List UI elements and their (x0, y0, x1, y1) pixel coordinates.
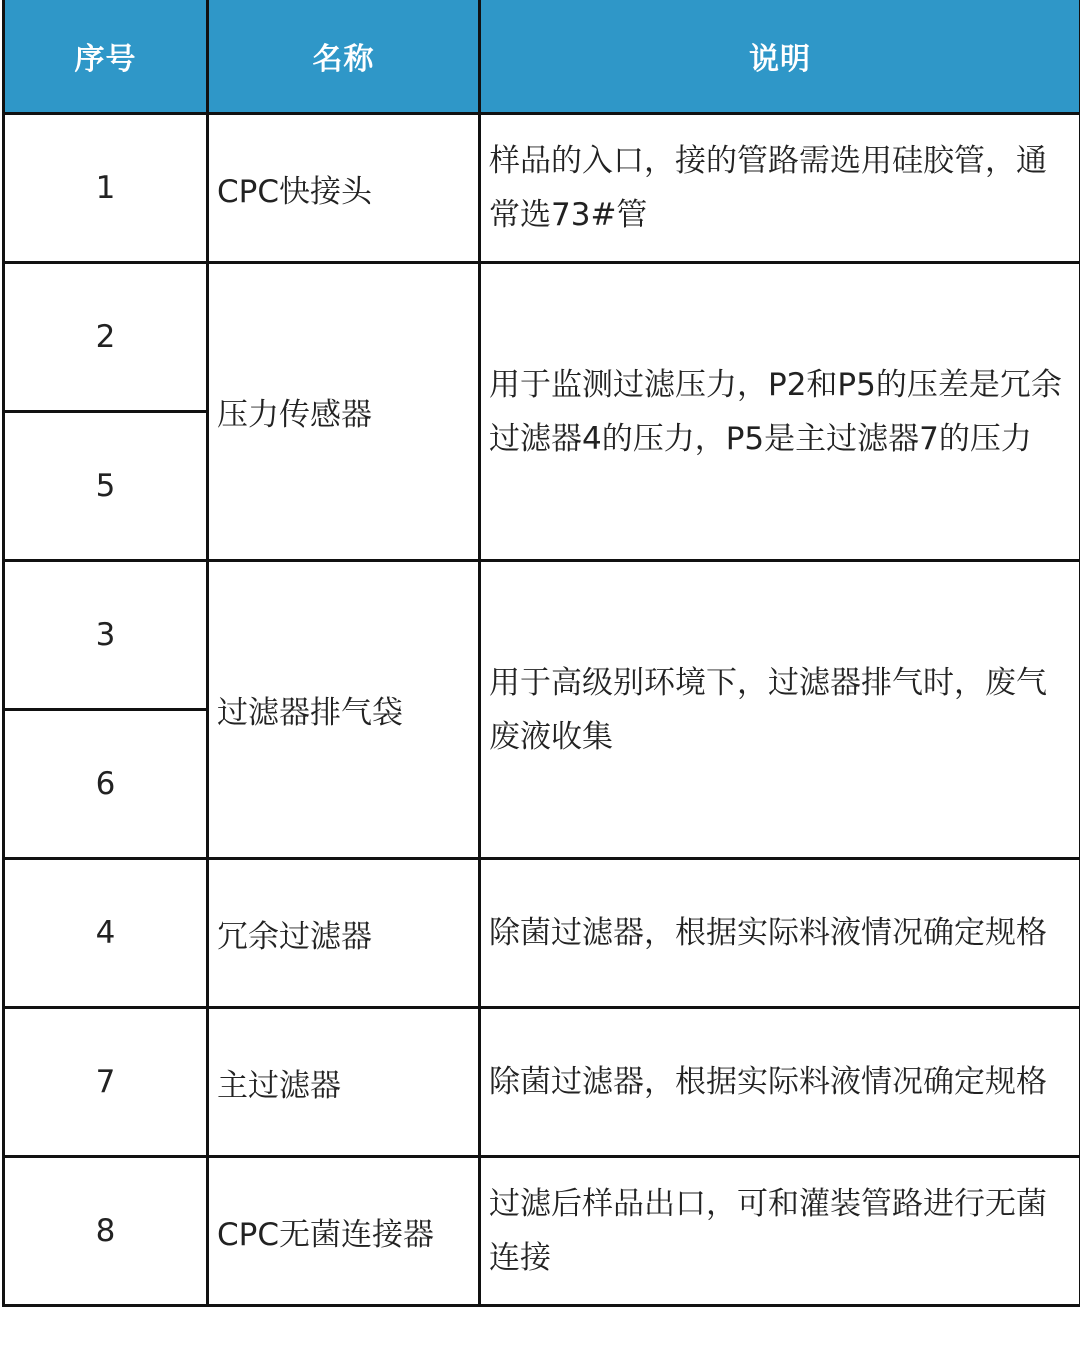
row-description: 除菌过滤器，根据实际料液情况确定规格 (480, 1008, 1080, 1157)
row-name: 过滤器排气袋 (208, 561, 480, 859)
header-description: 说明 (480, 0, 1080, 114)
row-index: 3 (4, 561, 208, 710)
row-index: 6 (4, 710, 208, 859)
row-description: 用于监测过滤压力，P2和P5的压差是冗余过滤器4的压力，P5是主过滤器7的压力 (480, 263, 1080, 561)
row-description: 过滤后样品出口，可和灌装管路进行无菌连接 (480, 1157, 1080, 1306)
row-name: CPC无菌连接器 (208, 1157, 480, 1306)
row-name: 压力传感器 (208, 263, 480, 561)
row-description: 样品的入口，接的管路需选用硅胶管，通常选73#管 (480, 114, 1080, 263)
row-description: 用于高级别环境下，过滤器排气时，废气废液收集 (480, 561, 1080, 859)
table-row (4, 263, 1080, 412)
row-index: 1 (4, 114, 208, 263)
table-header-row (4, 0, 1080, 114)
parts-table (2, 0, 1080, 1307)
table-row (4, 859, 1080, 1008)
row-index: 8 (4, 1157, 208, 1306)
row-index: 4 (4, 859, 208, 1008)
row-name: CPC快接头 (208, 114, 480, 263)
row-index: 7 (4, 1008, 208, 1157)
table-row (4, 1157, 1080, 1306)
table-row (4, 114, 1080, 263)
row-index: 2 (4, 263, 208, 412)
row-index: 5 (4, 412, 208, 561)
header-index: 序号 (4, 0, 208, 114)
row-description: 除菌过滤器，根据实际料液情况确定规格 (480, 859, 1080, 1008)
header-name: 名称 (208, 0, 480, 114)
table-row (4, 561, 1080, 710)
row-name: 冗余过滤器 (208, 859, 480, 1008)
table-row (4, 1008, 1080, 1157)
row-name: 主过滤器 (208, 1008, 480, 1157)
